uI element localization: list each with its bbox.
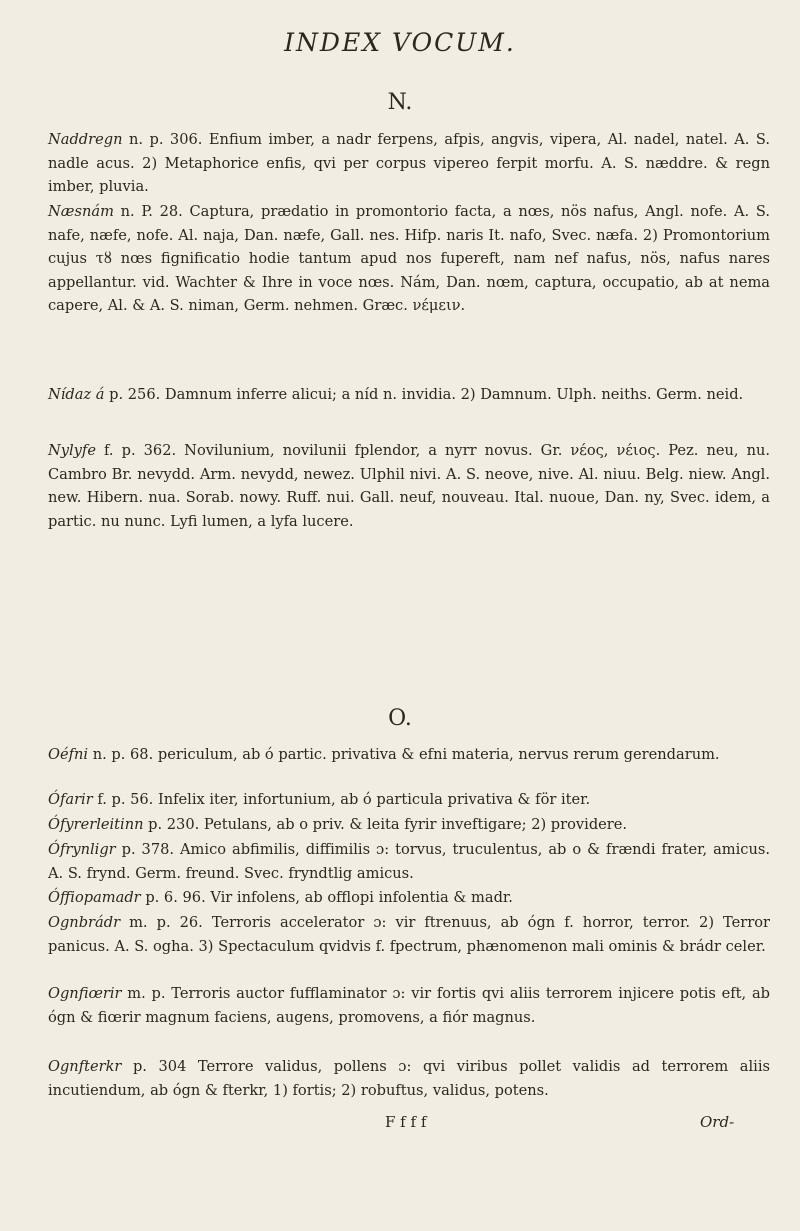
definition: n. P. 28. Captura, prædatio in promontorio facta, a nœs, nös nafus, Angl. nofe. A. S. nafe, næfe, nofe. Al. naja, Dan. næfe, Gall. nes. Hifp. naris It. nafo, Svec. næfa. 2) Promontorium cujus τȣ nœs fignificatio hodie tantum apud nos fupereft, nam nef nafus, nös, nafus nares appellantur. vid. Wachter & Ihre in voce nœs. Nám, Dan. nœm, captura, occupatio, ab at nema capere, Al. & A. S. niman, Germ. nehmen. Græc. νέμειν. (48, 203, 771, 314)
entry-ognbradr (48, 911, 770, 958)
definition: n. p. 68. periculum, ab ó partic. privativa & efni materia, nervus rerum gerendarum. (92, 746, 720, 763)
definition: p. 6. 96. Vir infolens, ab offlopi infolentia & madr. (145, 889, 513, 906)
entry-naddregn (48, 128, 770, 199)
running-head: INDEX VOCUM. (284, 28, 516, 57)
lemma: Nídaz á (48, 386, 105, 403)
entry-oefni (48, 743, 770, 767)
entry-naesnam (48, 200, 770, 318)
definition: f. p. 56. Infelix iter, infortunium, ab ó particula privativa & för iter. (97, 791, 591, 808)
lemma: Ófarir (48, 791, 93, 808)
entry-nidaz (48, 383, 770, 407)
definition: n. p. 306. Enfium imber, a nadr ferpens, afpis, angvis, vipera, Al. nadel, natel. A. S. nadle acus. 2) Metaphorice enfis, qvi per corpus vipereo ferpit morfu. A. S. næddre. & regn imber, pluvia. (48, 131, 770, 195)
lemma: Oéfni (48, 746, 89, 763)
entry-ofyrerleitinn (48, 813, 770, 837)
definition: p. 230. Petulans, ab o priv. & leita fyrir inveftigare; 2) providere. (148, 816, 628, 833)
entry-ofrynligr (48, 838, 770, 885)
entry-ognfioerir (48, 982, 770, 1029)
definition: f. p. 362. Novilunium, novilunii fplendor, a nyrr novus. Gr. νέος, νέιος. Pez. neu, nu. Cambro Br. nevydd. Arm. nevydd, newez. Ulphil nivi. A. S. neove, nive. Al. niuu. Belg. niew. Angl. new. Hibern. nua. Sorab. nowy. Ruff. nui. Gall. neuf, nouveau. Ital. nuoue, Dan. ny, Svec. idem, a partic. nu nunc. Lyfi lumen, a lyfa lucere. (48, 442, 771, 530)
entry-nylyfe (48, 439, 770, 533)
lemma: Ognfterkr (48, 1058, 122, 1075)
definition: p. 378. Amico abfimilis, diffimilis ɔ: torvus, truculentus, ab o & frændi frater, amicus. A. S. frynd. Germ. freund. Svec. fryndtlig amicus. (48, 841, 770, 882)
lemma: Nylyfe (48, 442, 96, 459)
definition: m. p. 26. Terroris accelerator ɔ: vir ftrenuus, ab ógn f. horror, terror. 2) Terror panicus. A. S. ogha. 3) Spectaculum qvidvis f. fpectrum, phænomenon mali ominis & brádr celer. (48, 914, 771, 955)
section-letter-o: O. (388, 706, 412, 731)
entry-offiopamadr (48, 886, 770, 910)
lemma: Ognbrádr (48, 914, 121, 931)
section-letter-n: N. (387, 90, 413, 115)
lemma: Ófrynligr (48, 841, 116, 858)
definition: m. p. Terroris auctor fufflaminator ɔ: vir fortis qvi aliis terrorem injicere potis eft, ab ógn & fiœrir magnum faciens, augens, promovens, a fiór magnus. (48, 985, 771, 1026)
lemma: Óffiopamadr (48, 889, 141, 906)
definition: p. 256. Damnum inferre alicui; a níd n. invidia. 2) Damnum. Ulph. neiths. Germ. neid. (109, 386, 744, 403)
lemma: Næsnám (48, 203, 114, 220)
lemma: Ófyrerleitinn (48, 816, 144, 833)
entry-ognfterkr (48, 1055, 770, 1102)
lemma: Ognfiœrir (48, 985, 122, 1002)
entry-ofarir (48, 788, 770, 812)
definition: p. 304 Terrore validus, pollens ɔ: qvi viribus pollet validis ad terrorem aliis incutiendum, ab ógn & fterkr, 1) fortis; 2) robuftus, validus, potens. (48, 1058, 771, 1099)
signature-mark: F f f f (385, 1113, 427, 1131)
catchword: Ord- (700, 1113, 735, 1131)
lemma: Naddregn (48, 131, 123, 148)
